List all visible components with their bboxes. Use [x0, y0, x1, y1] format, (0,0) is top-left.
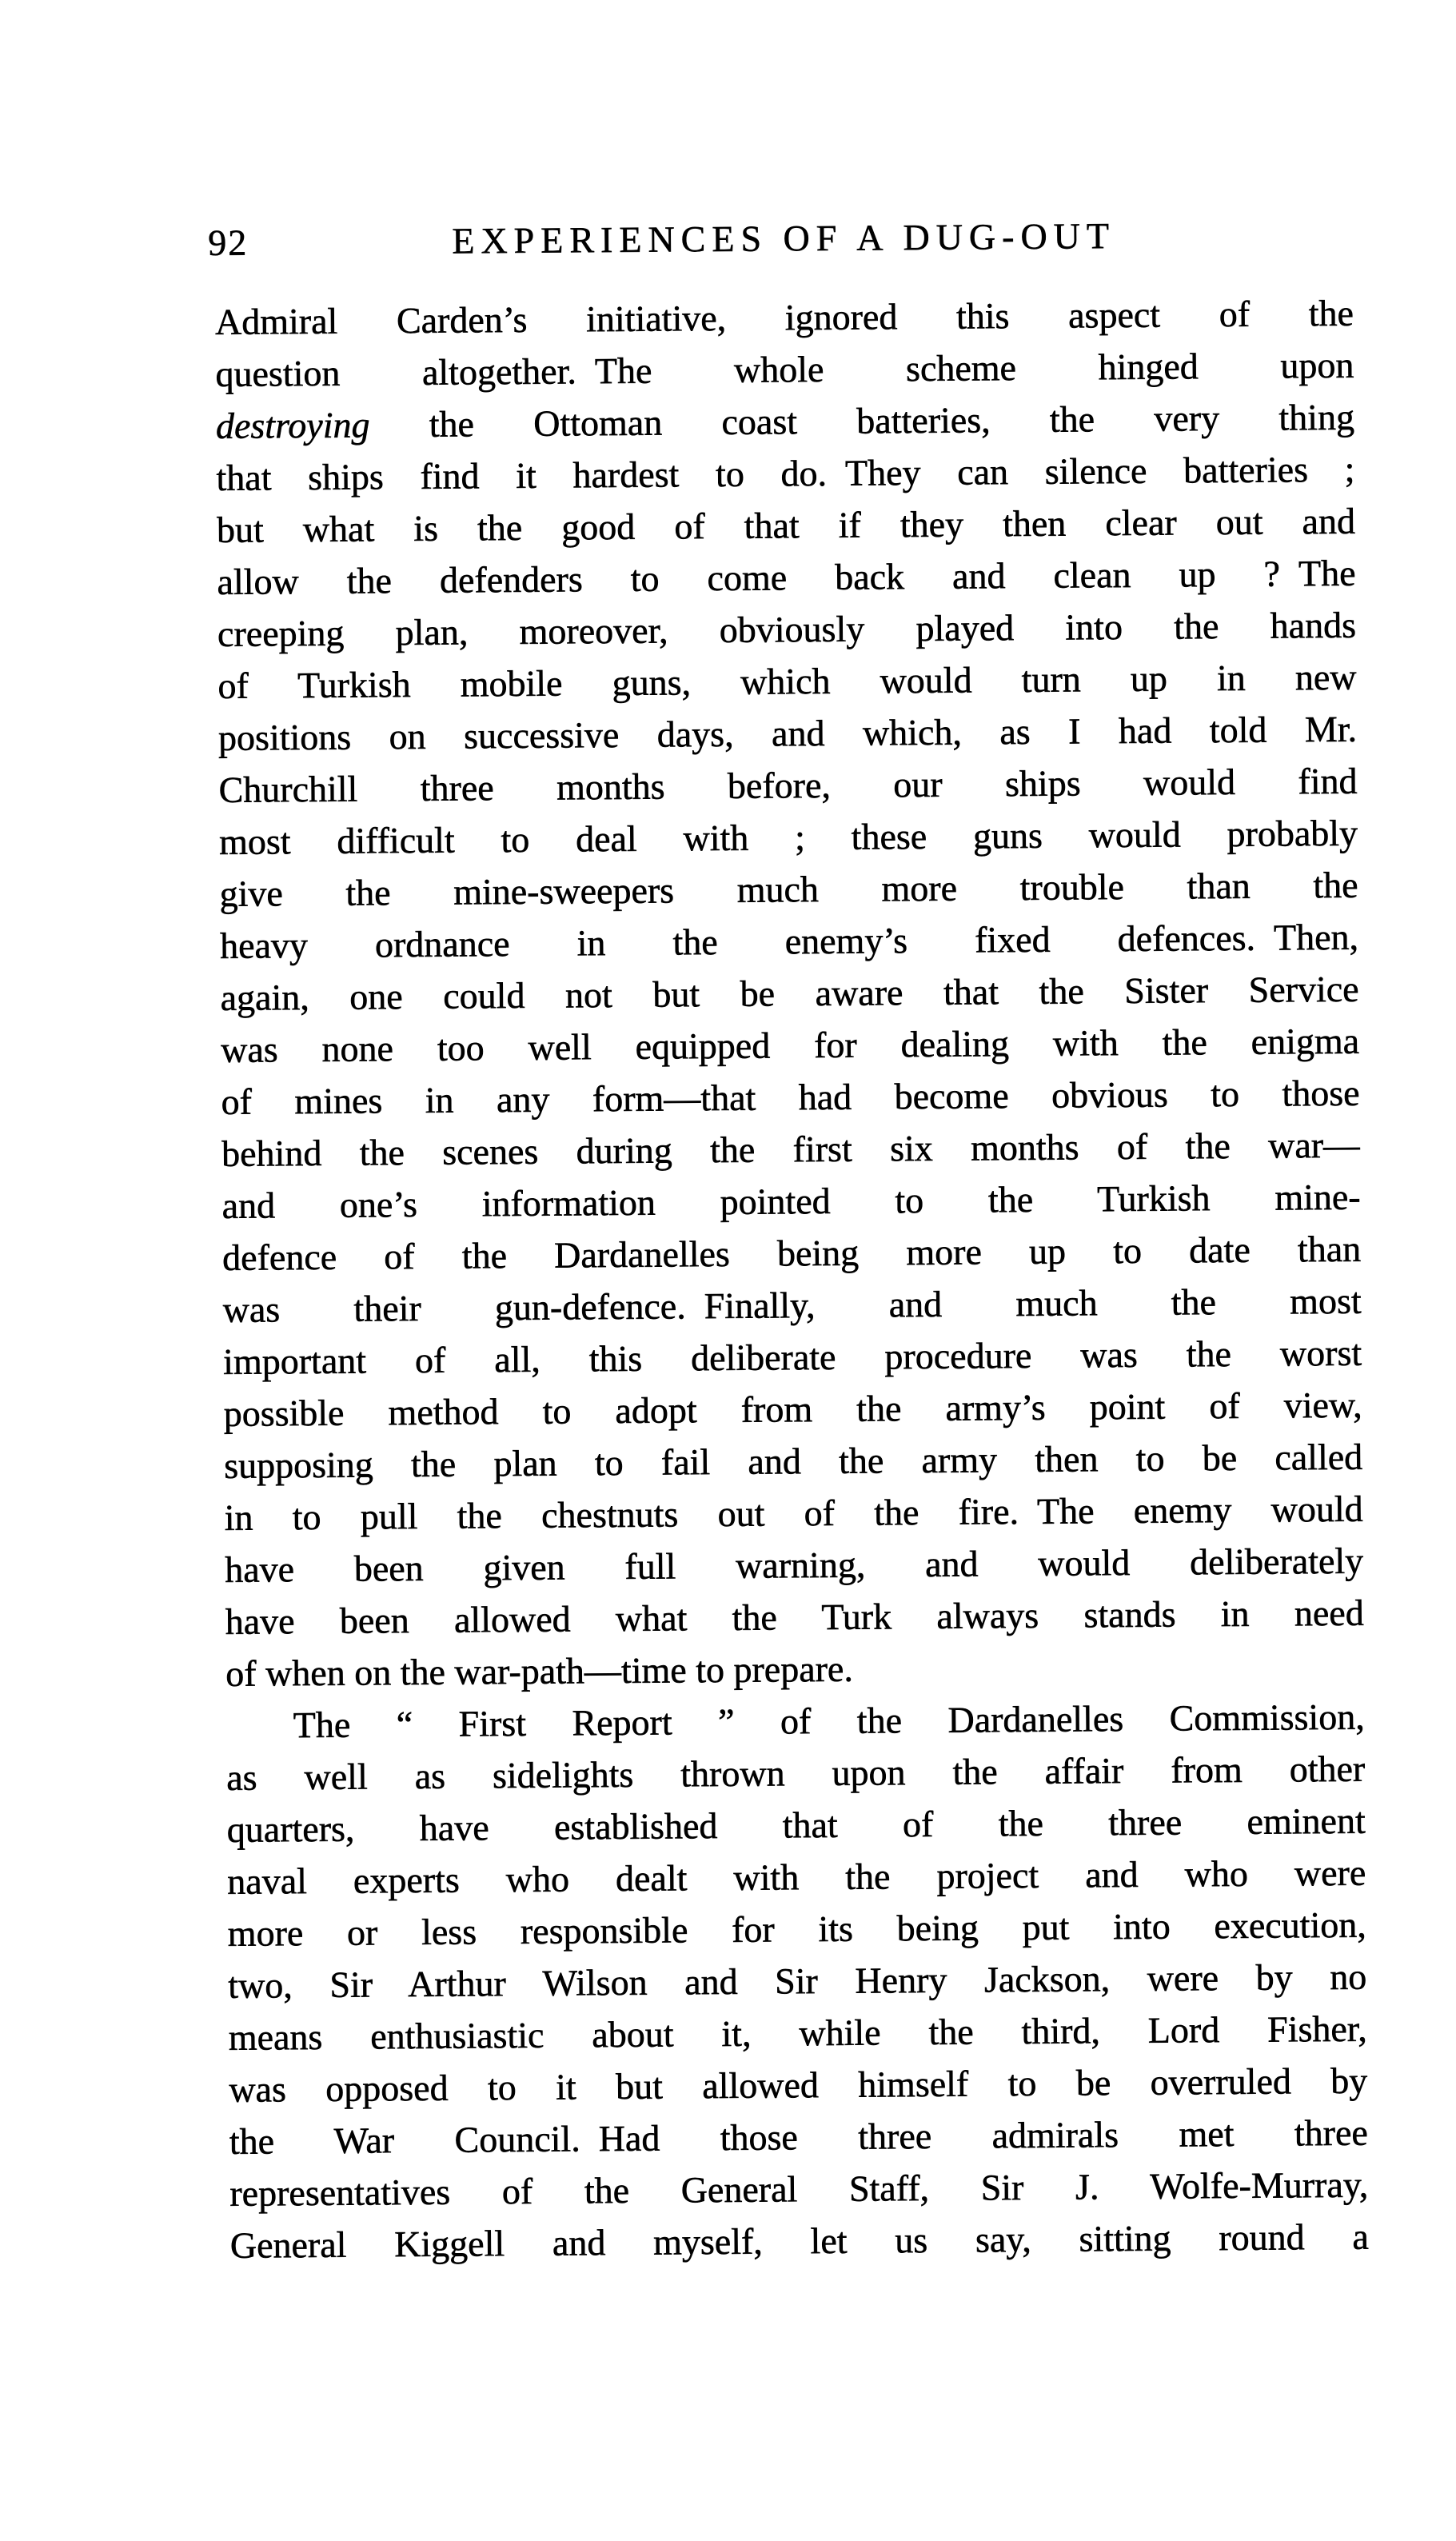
body-line: as well as sidelights thrown upon the affair from other: [226, 1748, 1366, 1798]
body-line: allow the defenders to come back and clean up ? The: [217, 552, 1356, 602]
body-line: possible method to adopt from the army’s point of view,: [223, 1384, 1362, 1434]
body-line: behind the scenes during the first six months of the war—: [221, 1124, 1361, 1174]
body-line: have been given full warning, and would deliberately: [225, 1540, 1364, 1590]
page-header: [208, 214, 1353, 264]
body-line: General Kiggell and myself, let us say, sitting round a: [229, 2215, 1370, 2266]
body-line: give the mine-sweepers much more trouble than the: [219, 864, 1358, 914]
page-content: [208, 214, 1370, 2271]
body-line: of Turkish mobile guns, which would turn up in new: [217, 656, 1357, 706]
body-line: that ships find it hardest to do. They can silence batteries ;: [216, 448, 1355, 498]
body-line: naval experts who dealt with the project and who were: [227, 1852, 1366, 1902]
body-line: was opposed to it but allowed himself to be overruled by: [229, 2060, 1368, 2110]
body-line: Admiral Carden’s initiative, ignored this aspect of the: [214, 292, 1354, 342]
body-line: more or less responsible for its being put into execution,: [227, 1904, 1366, 1954]
body-line: Churchill three months before, our ships would find: [218, 760, 1358, 810]
body-line: representatives of the General Staff, Sir J. Wolfe-Murray,: [229, 2163, 1369, 2214]
page-number: 92: [208, 222, 249, 264]
body-line: and one’s information pointed to the Turkish mine-: [221, 1176, 1361, 1226]
body-line: creeping plan, moreover, obviously played into the hands: [217, 604, 1357, 654]
body-line: of when on the war-path—time to prepare.: [225, 1648, 854, 1694]
body-line: heavy ordnance in the enemy’s fixed defences. Then,: [219, 916, 1359, 966]
body-line: but what is the good of that if they then clear out and: [216, 500, 1356, 550]
body-line: important of all, this deliberate procedure was the worst: [222, 1332, 1362, 1382]
body-line: most difficult to deal with ; these guns would probably: [218, 812, 1358, 862]
body-line: was their gun-defence. Finally, and much the most: [222, 1280, 1362, 1330]
body-line: positions on successive days, and which, as I had told Mr.: [217, 708, 1358, 758]
body-line: have been allowed what the Turk always stands in need: [225, 1592, 1364, 1642]
body-line: again, one could not but be aware that the Sister Service: [220, 968, 1359, 1018]
body-line: two, Sir Arthur Wilson and Sir Henry Jackson, were by no: [228, 1956, 1367, 2006]
body-line: in to pull the chestnuts out of the fire. The enemy would: [224, 1488, 1363, 1538]
body-line: of mines in any form—that had become obvious to those: [221, 1072, 1360, 1122]
body-line: the War Council. Had those three admirals met three: [229, 2112, 1369, 2162]
body-line: The “ First Report ” of the Dardanelles Commission,: [293, 1696, 1365, 1746]
body-line: defence of the Dardanelles being more up to date than: [221, 1228, 1362, 1278]
body-line: destroying the Ottoman coast batteries, the very thing: [215, 396, 1355, 446]
body-line: supposing the plan to fail and the army then to be called: [224, 1436, 1363, 1486]
body-line: question altogether. The whole scheme hinged upon: [215, 344, 1354, 394]
body-line: means enthusiastic about it, while the third, Lord Fisher,: [228, 2008, 1367, 2058]
body-line: was none too well equipped for dealing with the enigma: [220, 1020, 1360, 1070]
running-title: EXPERIENCES OF A DUG-OUT: [452, 215, 1116, 262]
body-line: quarters, have established that of the three eminent: [226, 1800, 1366, 1850]
body-lines: [215, 287, 1369, 2271]
